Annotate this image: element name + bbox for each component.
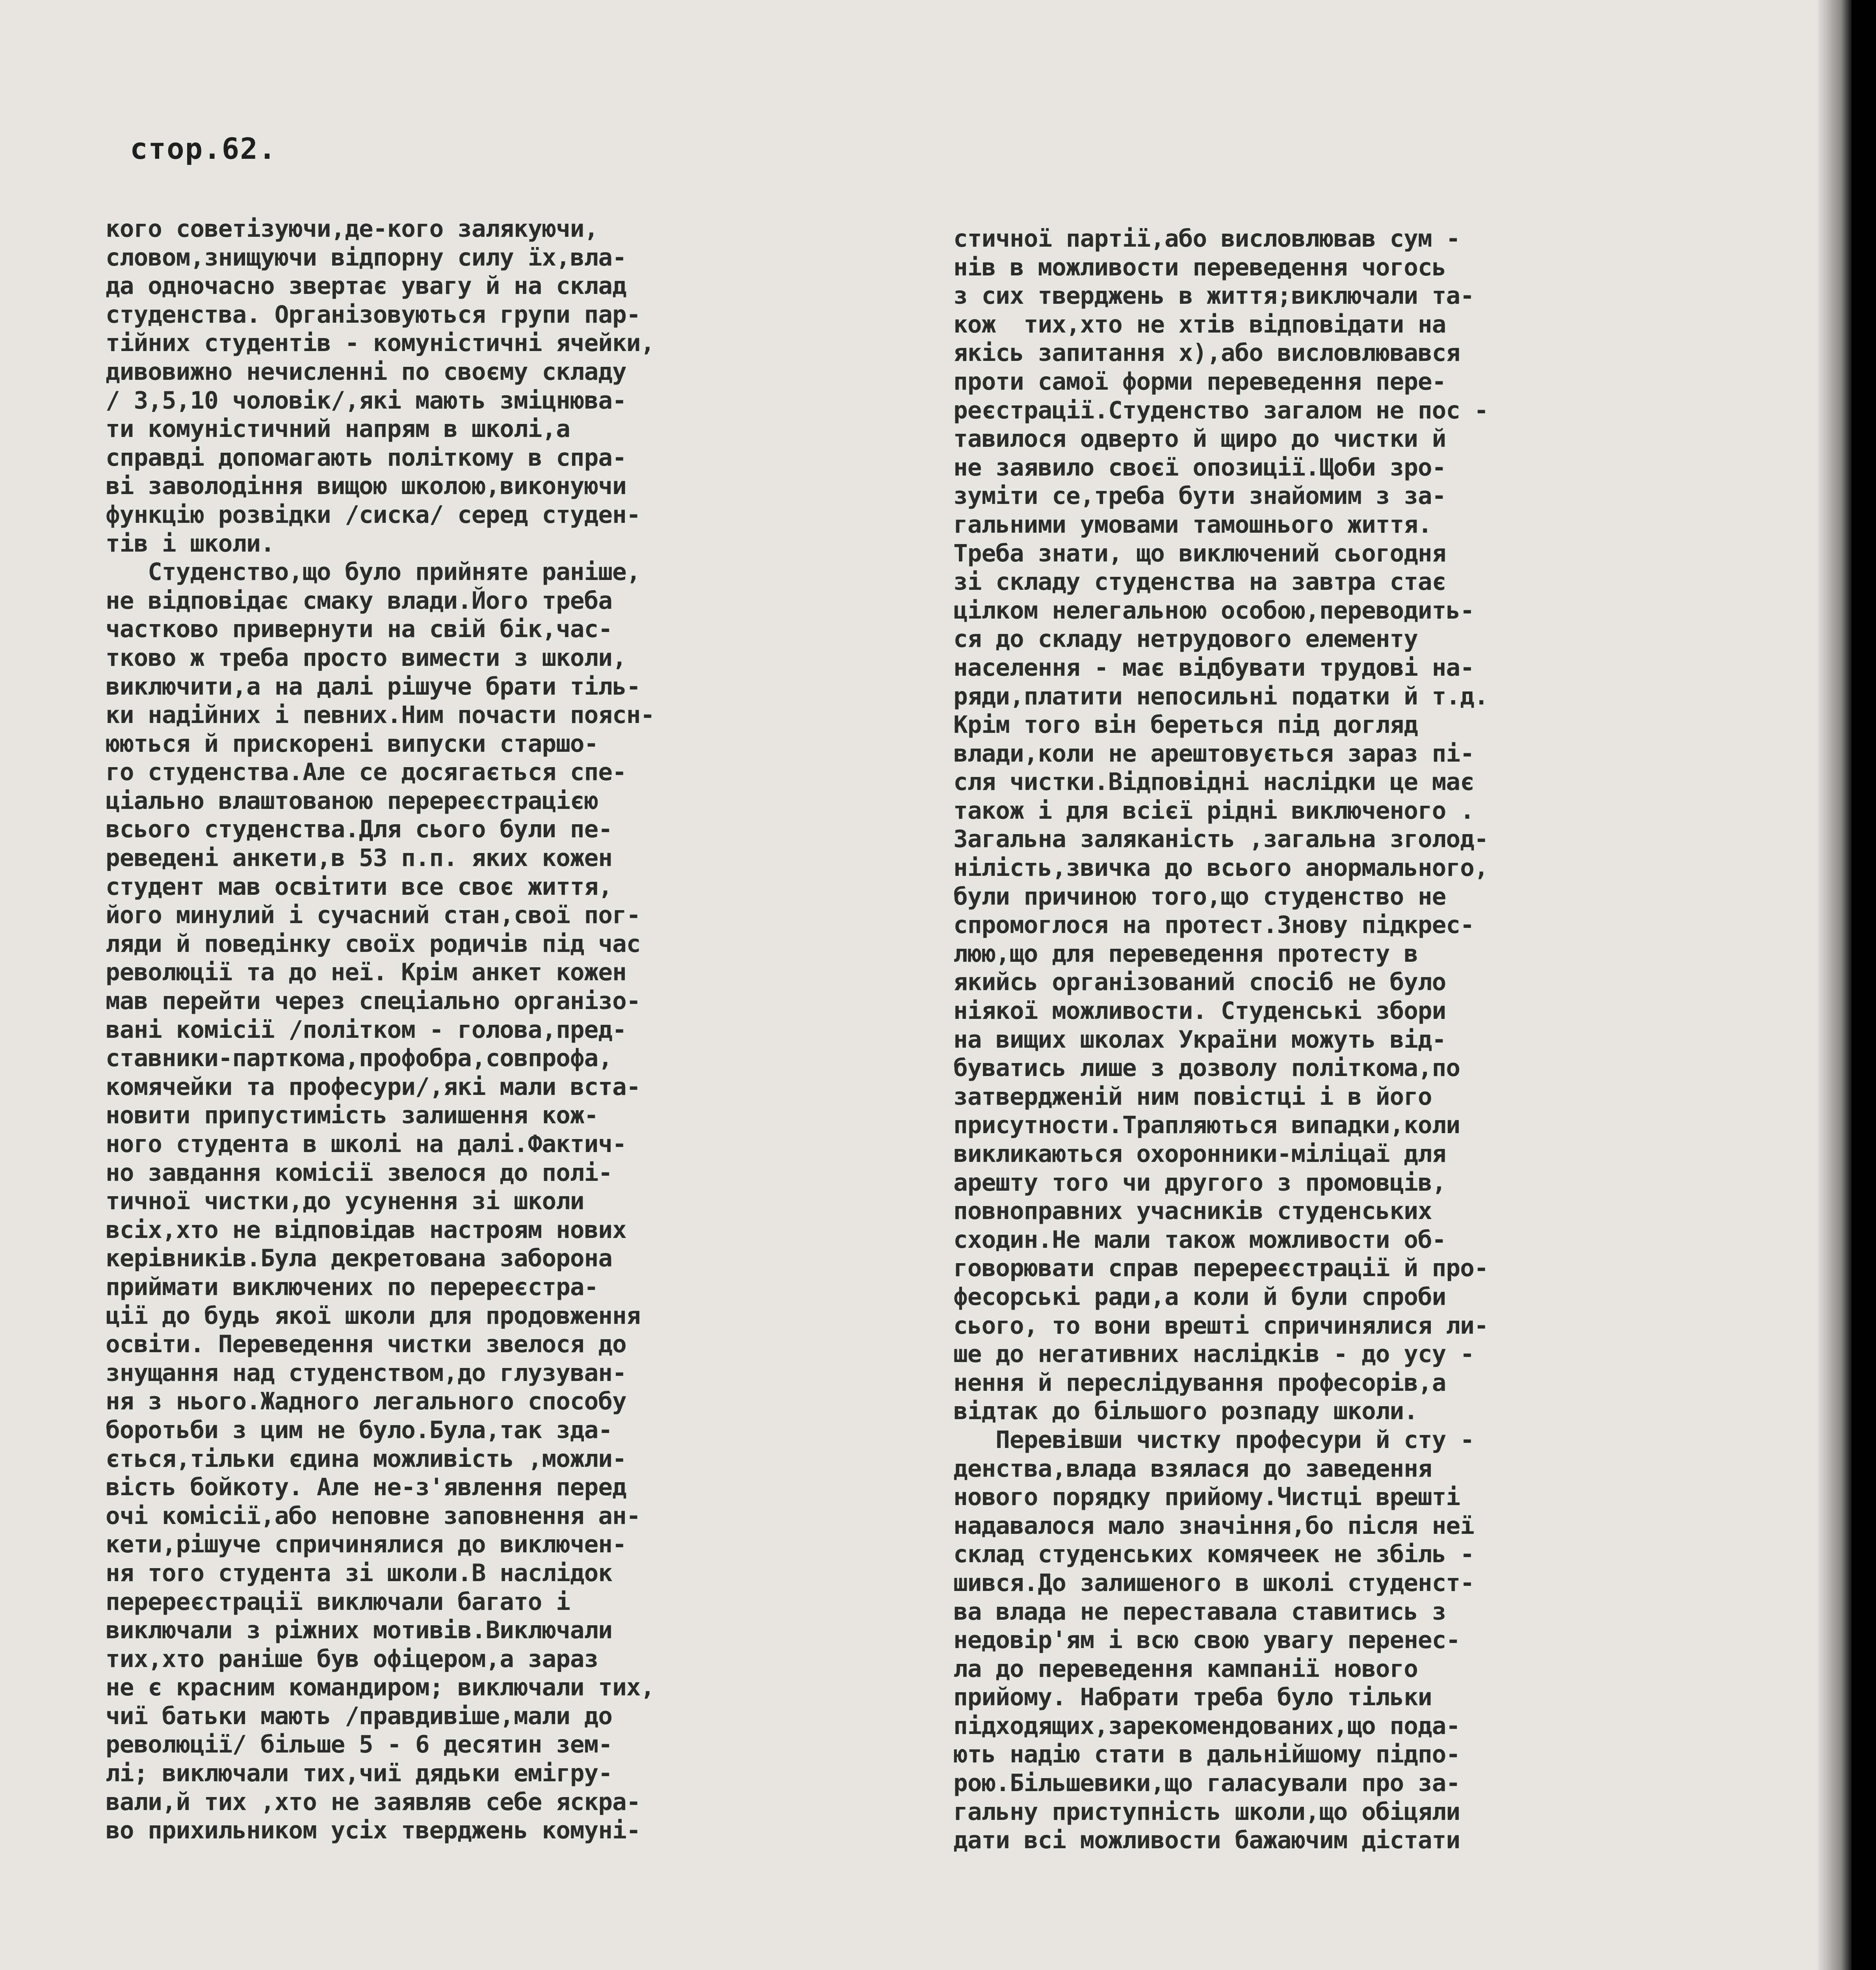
page-number: стор.62.	[130, 132, 277, 166]
text-column-right: стичної партії,або висловлював сум - нів в можливости переведення чогось з сих тверджень в життя;виключали та- кож тих,хто не хтів відповідати на якісь запитання х),або висловлювався проти самої форми переведення пере- реєстрації.Студенство загалом не пос - тавилося одверто й щиро до чистки й не заявило своєї опозиції.Щоби зро- зуміти се,треба бути знайомим з за- гальними умовами тамошнього життя. Треба знати, що виключений сьогодня зі складу студенства на завтра стає цілком нелегальною особою,переводить- ся до складу нетрудового елементу населення - має відбувати трудові на- ряди,платити непосильні податки й т.д. Крім того він береться під догляд влади,коли не арештовується зараз пі- сля чистки.Відповідні наслідки це має також і для всієї рідні виключеного . Загальна заляканість ,загальна зголод- нілість,звичка до всього анормального, були причиною того,що студенство не спромоглося на протест.Знову підкрес- люю,що для переведення протесту в якийсь організований спосіб не було ніякої можливости. Студенські збори на вищих школах України можуть від- буватись лише з дозволу політкома,по затвердженій ним повістці і в його присутности.Трапляються випадки,коли викликаються охоронники-міліцаї для арешту того чи другого з промовців, повноправних учасників студенських сходин.Не мали також можливости об- говорювати справ перереєстрації й про- фесорські ради,а коли й були спроби сього, то вони врешті спричинялися ли- ше до негативних наслідків - до усу - нення й переслідування професорів,а відтак до більшого розпаду школи. Перевівши чистку професури й сту - денства,влада взялася до заведення нового порядку прийому.Чистці врешті надавалося мало значіння,бо після неї склад студенських комячеек не збіль - шився.До залишеного в школі студенст- ва влада не переставала ставитись з недовір'ям і всю свою увагу перенес- ла до переведення кампанії нового прийому. Набрати треба було тільки підходящих,зарекомендованих,що пода- ють надію стати в дальнійшому підпо- рою.Більшевики,що галасували про за- гальну приступність школи,що обіцяли дати всі можливости бажаючим дістати	[953, 225, 1488, 1855]
text-column-left: кого советізуючи,де-кого залякуючи, словом,знищуючи відпорну силу їх,вла- да одночасно звертає увагу й на склад студенства. Організовуються групи пар- тійних студентів - комуністичні ячейки, дивовижно нечисленні по своєму складу / 3,5,10 чоловік/,які мають зміцнюва- ти комуністичний напрям в школі,а справді допомагають політкому в спра- ві заволодіння вищою школою,виконуючи функцію розвідки /сиска/ серед студен- тів і школи. Студенство,що було прийняте раніше, не відповідає смаку влади.Його треба частково привернути на свій бік,час- тково ж треба просто вимести з школи, виключити,а на далі рішуче брати тіль- ки надійних і певних.Ним почасти поясн- юються й прискорені випуски старшо- го студенства.Але се досягається спе- ціально влаштованою перереєстрацією всього студенства.Для сього були пе- реведені анкети,в 53 п.п. яких кожен студент мав освітити все своє життя, його минулий і сучасний стан,свої пог- ляди й поведінку своїх родичів під час революції та до неї. Крім анкет кожен мав перейти через спеціально організо- вані комісії /політком - голова,пред- ставники-парткома,профобра,совпрофа, комячейки та професури/,які мали вста- новити припустимість залишення кож- ного студента в школі на далі.Фактич- но завдання комісії звелося до полі- тичної чистки,до усунення зі школи всіх,хто не відповідав настроям нових керівників.Була декретована заборона приймати виключених по перереєстра- ції до будь якої школи для продовження освіти. Переведення чистки звелося до знущання над студенством,до глузуван- ня з нього.Жадного легального способу боротьби з цим не було.Була,так зда- ється,тільки єдина можливість ,можли- вість бойкоту. Але не-з'явлення перед очі комісії,або неповне заповнення ан- кети,рішуче спричинялися до виключен- ня того студента зі школи.В наслідок перереєстрації виключали багато і виключали з ріжних мотивів.Виключали тих,хто раніше був офіцером,а зараз не є красним командиром; виключали тих, чиї батьки мають /правдивіше,мали до революції/ більше 5 - 6 десятин зем- лі; виключали тих,чиї дядьки емігру- вали,й тих ,хто не заявляв себе яскра- во прихильником усіх тверджень комуні-	[106, 215, 655, 1845]
page-edge-shadow	[1816, 0, 1852, 1970]
